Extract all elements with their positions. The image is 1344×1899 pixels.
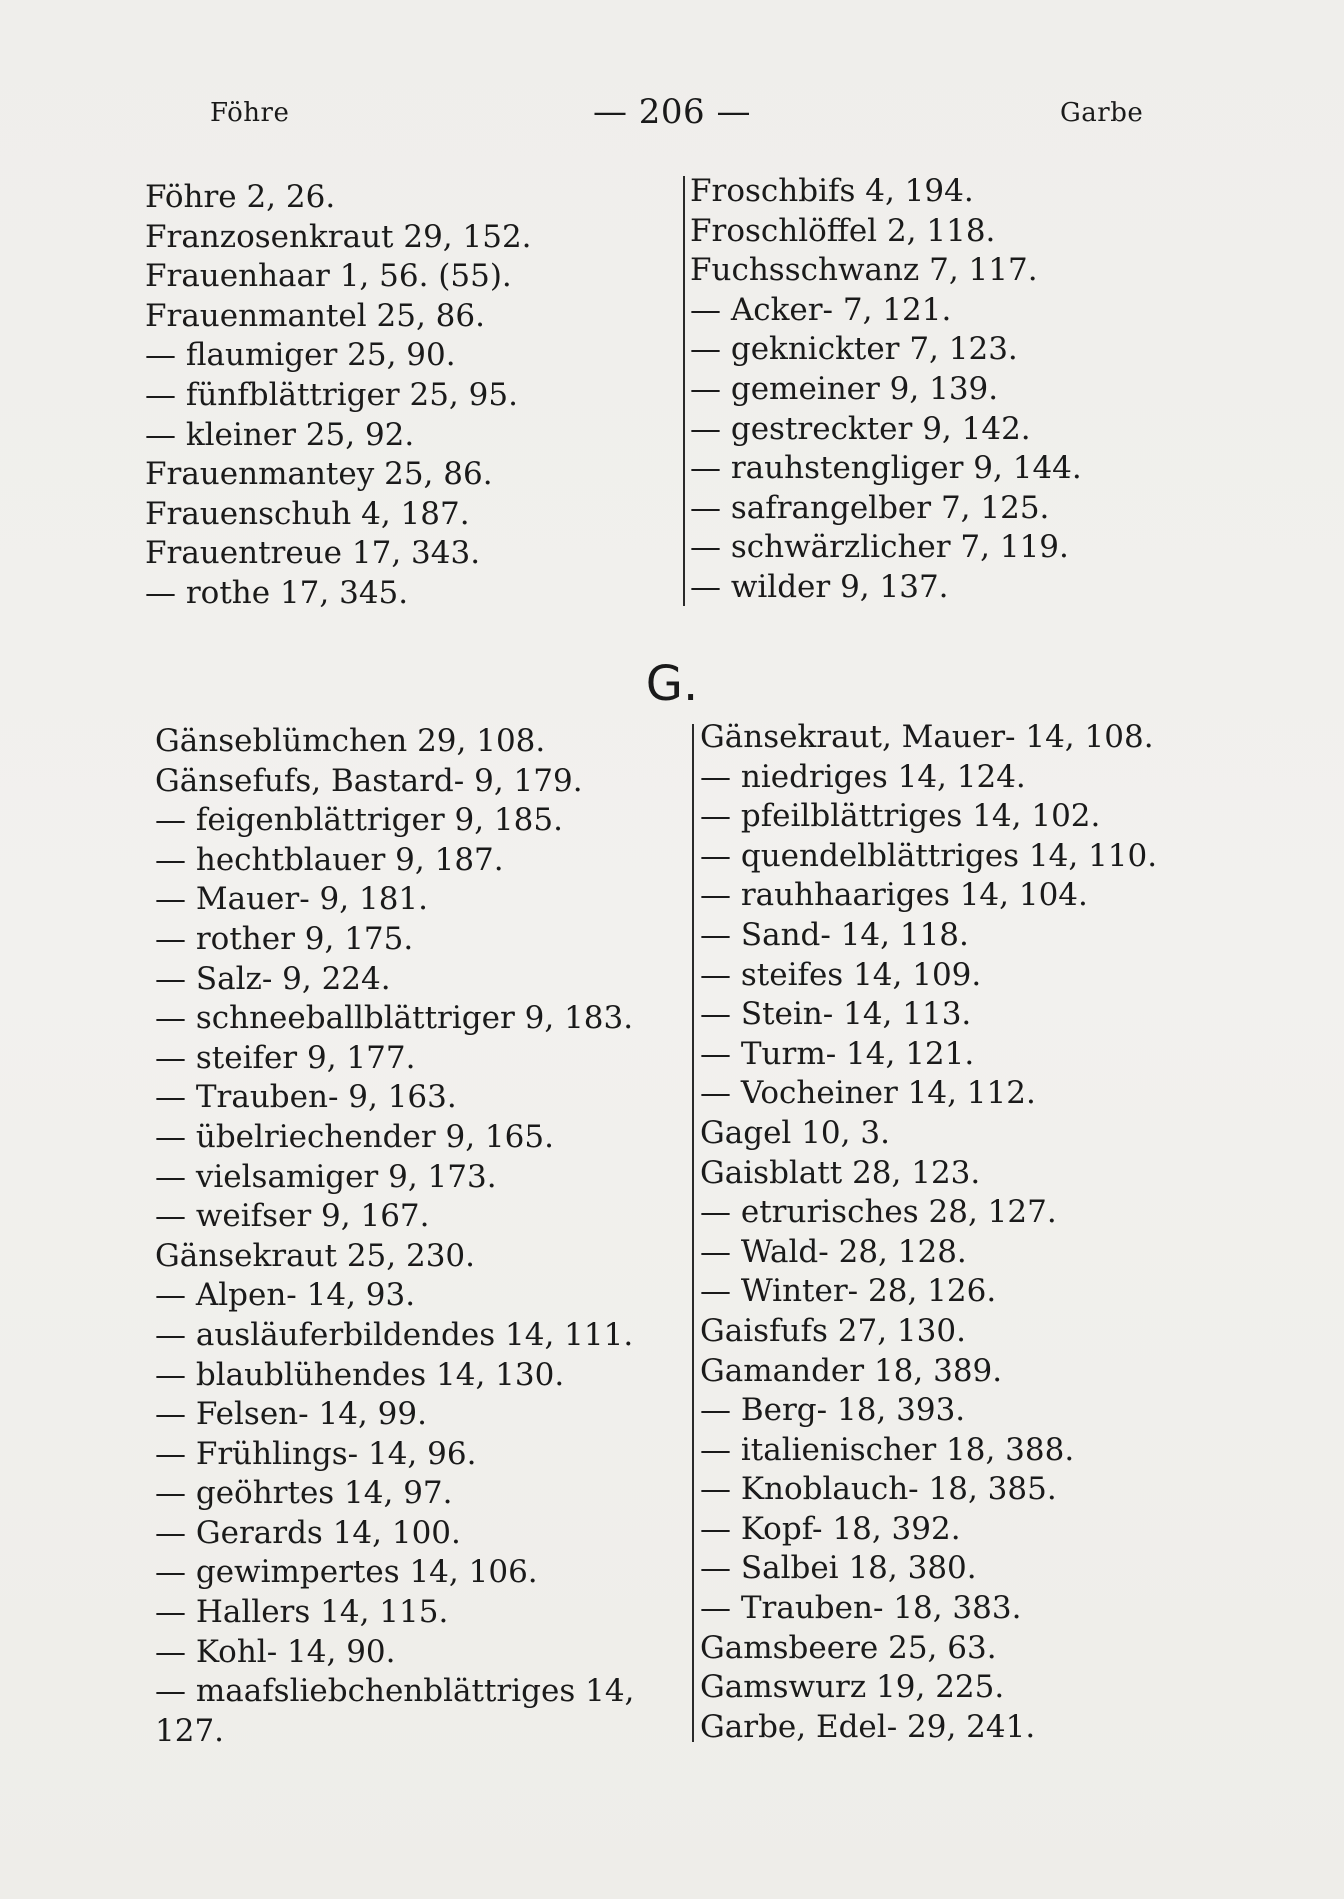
index-entry: — vielsamiger 9, 173. [155,1158,497,1195]
index-entry: Frauentreue 17, 343. [145,535,481,572]
index-entry: Gänseblümchen 29, 108. [155,723,546,759]
index-entry: — gemeiner 9, 139. [690,370,999,407]
index-entry: Gaisfufs 27, 130. [700,1312,966,1349]
index-column-1 [145,178,532,614]
index-entry: Frauenhaar 1, 56. (55). [145,258,512,295]
index-entry: 127. [155,1712,225,1749]
index-entry: — gewimpertes 14, 106. [155,1554,538,1591]
index-entry: — Kohl- 14, 90. [155,1633,396,1670]
index-entry: — Frühlings- 14, 96. [155,1435,477,1472]
index-entry: — ausläuferbildendes 14, 111. [155,1316,634,1353]
index-entry: Franzosenkraut 29, 152. [145,218,532,255]
running-head-right: Garbe [1060,98,1144,128]
index-entry: — steifer 9, 177. [155,1039,416,1076]
index-entry: — Sand- 14, 118. [700,916,969,953]
index-entry: Gänsekraut, Mauer- 14, 108. [700,719,1154,755]
index-entry: Gagel 10, 3. [700,1114,890,1151]
index-column-2 [690,172,1082,608]
index-entry: — Acker- 7, 121. [690,291,952,328]
index-entry: — maafsliebchenblättriges 14, [155,1673,635,1710]
index-column-3 [155,722,634,1751]
index-entry: — Alpen- 14, 93. [155,1277,416,1314]
index-entry: — fünfblättriger 25, 95. [145,376,518,413]
index-entry: Frauenmantey 25, 86. [145,456,493,493]
index-entry: — hechtblauer 9, 187. [155,841,504,878]
index-entry: — Felsen- 14, 99. [155,1396,427,1433]
index-entry: — quendelblättriges 14, 110. [700,837,1158,874]
index-entry: — flaumiger 25, 90. [145,337,456,374]
index-entry: — Berg- 18, 393. [700,1392,966,1429]
index-entry: Froschbifs 4, 194. [690,173,974,209]
index-entry: — safrangelber 7, 125. [690,489,1050,526]
index-entry: — Salz- 9, 224. [155,960,391,997]
index-entry: Froschlöffel 2, 118. [690,212,996,249]
section-letter: G. [645,656,699,712]
index-entry: Frauenmantel 25, 86. [145,297,485,334]
index-entry: — Trauben- 9, 163. [155,1079,457,1116]
index-entry: — feigenblättriger 9, 185. [155,802,563,839]
index-entry: Gänsekraut 25, 230. [155,1237,476,1274]
page-number: — 206 — [592,92,751,132]
index-entry: — etrurisches 28, 127. [700,1194,1057,1231]
index-entry: — Mauer- 9, 181. [155,881,428,918]
column-divider-bottom [692,724,694,1742]
index-entry: — Knoblauch- 18, 385. [700,1471,1057,1508]
column-divider-top [683,176,685,606]
index-entry: — Vocheiner 14, 112. [700,1075,1036,1112]
index-entry: — rothe 17, 345. [145,574,409,611]
index-entry: — blaublühendes 14, 130. [155,1356,565,1393]
index-entry: — Kopf- 18, 392. [700,1510,961,1547]
index-entry: Garbe, Edel- 29, 241. [700,1708,1036,1745]
index-entry: — niedriges 14, 124. [700,758,1026,795]
index-entry: — Stein- 14, 113. [700,996,972,1033]
index-entry: Frauenschuh 4, 187. [145,495,470,532]
index-entry: — Winter- 28, 126. [700,1273,997,1310]
index-entry: Gaisblatt 28, 123. [700,1154,981,1191]
index-entry: — übelriechender 9, 165. [155,1118,554,1155]
index-entry: — Hallers 14, 115. [155,1594,449,1631]
index-entry: — rother 9, 175. [155,920,414,957]
index-entry: Föhre 2, 26. [145,179,336,215]
index-entry: — pfeilblättriges 14, 102. [700,798,1101,835]
index-entry: — Wald- 28, 128. [700,1233,967,1270]
index-entry: — rauhstengliger 9, 144. [690,450,1082,487]
index-entry: — geknickter 7, 123. [690,331,1018,368]
index-entry: Gamander 18, 389. [700,1352,1003,1389]
index-entry: Gänsefufs, Bastard- 9, 179. [155,762,583,799]
index-entry: — rauhhaariges 14, 104. [700,877,1088,914]
index-entry: Gamswurz 19, 225. [700,1669,1005,1706]
index-entry: Gamsbeere 25, 63. [700,1629,997,1666]
index-entry: — schneeballblättriger 9, 183. [155,1000,634,1037]
index-entry: — Salbei 18, 380. [700,1550,977,1587]
index-entry: — geöhrtes 14, 97. [155,1475,453,1512]
index-entry: — kleiner 25, 92. [145,416,415,453]
running-head-left: Föhre [210,98,290,128]
index-entry: Fuchsschwanz 7, 117. [690,252,1038,289]
index-column-4 [700,718,1157,1747]
index-entry: — gestreckter 9, 142. [690,410,1031,447]
index-entry: — Trauben- 18, 383. [700,1590,1022,1627]
index-entry: — steifes 14, 109. [700,956,982,993]
index-entry: — Gerards 14, 100. [155,1514,461,1551]
index-entry: — Turm- 14, 121. [700,1035,975,1072]
index-entry: — weifser 9, 167. [155,1198,430,1235]
index-entry: — italienischer 18, 388. [700,1431,1075,1468]
index-entry: — schwärzlicher 7, 119. [690,529,1069,566]
index-entry: — wilder 9, 137. [690,568,949,605]
